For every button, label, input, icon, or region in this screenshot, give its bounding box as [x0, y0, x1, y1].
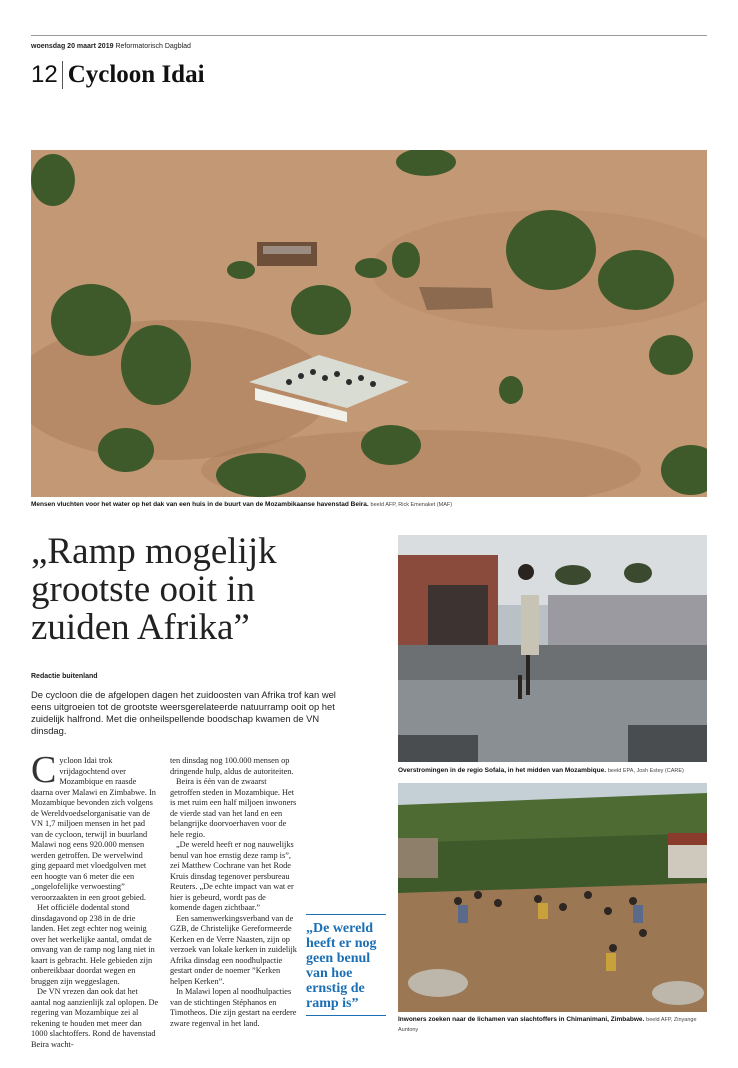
page-heading	[31, 58, 205, 92]
issue-date: woensdag 20 maart 2019	[31, 43, 114, 50]
paragraph: „De wereld heeft er nog nauwelijks benul van hoe ernstig deze ramp is”, zei Matthew Cochrane van het Rode Kruis dinsdag tegenover persbureau Reuters. „De echte impact van wat er hier is gebeurd, wordt pas de komende dagen zichtbaar.”	[170, 840, 294, 912]
header-rule	[31, 35, 707, 36]
paragraph: Het officiële dodental stond dinsdagavond op 238 in de drie landen. Het zegt echter nog weinig over het werkelijke aantal, omdat de omvang van de ramp nog lang niet in kaart is gebracht. Hele gebieden zijn onbereikbaar doordat wegen en bruggen zijn weggeslagen.	[31, 903, 155, 986]
main-photo	[31, 150, 707, 497]
publication-name: Reformatorisch Dagblad	[115, 43, 191, 50]
paragraph: In Malawi lopen al noodhulpacties van de stichtingen Stéphanos en Timotheos. Die zijn gestart na eerdere zware regenval in het land.	[170, 987, 297, 1028]
dropcap: C	[31, 749, 57, 791]
article-headline: „Ramp mogelijk grootste ooit in zuiden Afrika”	[31, 531, 277, 648]
byline: Redactie buitenland	[31, 673, 98, 680]
photo-chimanimani-search	[398, 783, 707, 1012]
main-caption-credit: beeld AFP, Rick Emenaket (MAF)	[370, 502, 453, 508]
article-column-1	[31, 749, 159, 1050]
paragraph: Cycloon Idai trok vrijdagochtend over Mozambique en raasde daarna over Malawi en Zimbabwe. In Mozambique bevonden zich volgens de Wereldvoedselorganisatie van de VN 1,7 miljoen mensen in het pad van de cycloon, terwijl in buurland Malawi nog eens 920.000 mensen werden getroffen. De wervelwind ging gepaard met vloedgolven met een hoogte van 6 meter die een „ongelofelijke verwoesting” veroorzaakten in een groot gebied.	[31, 749, 156, 902]
photo-1-caption-credit: beeld EPA, Josh Estey (CARE)	[607, 768, 684, 774]
paragraph: ten dinsdag nog 100.000 mensen op dringende hulp, aldus de autoriteiten.	[170, 756, 294, 776]
main-caption-text: Mensen vluchten voor het water op het dak van een huis in de buurt van de Mozambikaanse havenstad Beira.	[31, 501, 369, 508]
heading-divider	[62, 61, 63, 89]
photo-sofala-flooding	[398, 535, 707, 762]
article-intro: De cycloon die de afgelopen dagen het zuidoosten van Afrika trof kan wel eens uitgroeien tot de grootste weersgerelateerde natuurramp ooit op het zuidelijk halfrond. Met die onheilspellende boodschap kwamen de VN dinsdag.	[31, 689, 336, 736]
paragraph: De VN vrezen dan ook dat het aantal nog aanzienlijk zal oplopen. De regering van Mozambique zei al rekening te houden met meer dan 1000 slachtoffers. Rond de havenstad Beira wacht-	[31, 987, 159, 1049]
article-column-2	[170, 756, 298, 1029]
paragraph: Beira is één van de zwaarst getroffen steden in Mozambique. Het is met ruim een half miljoen inwoners de vierde stad van het land en een belangrijke doorvoerhaven voor de hele regio.	[170, 777, 297, 839]
photo-1-caption	[398, 766, 707, 776]
photo-2-caption-credit: beeld AFP, Zinyange Auntony	[398, 1017, 697, 1033]
paragraph: Een samenwerkingsverband van de GZB, de Christelijke Gereformeerde Kerken en de Verre Naasten, zijn op verzoek van lokale kerken in zuidelijk Afrika dinsdag een noodhulpactie gestart onder de noemer ”Kerken helpen Kerken”.	[170, 913, 297, 986]
pull-quote: „De wereld heeft er nog geen benul van hoe ernstig de ramp is”	[306, 914, 386, 1016]
section-title: Cycloon Idai	[67, 61, 205, 88]
photo-2-caption	[398, 1015, 707, 1035]
photo-2-caption-text: Inwoners zoeken naar de lichamen van slachtoffers in Chimanimani, Zimbabwe.	[398, 1016, 645, 1023]
page-number: 12	[31, 61, 58, 88]
dateline	[31, 43, 191, 50]
main-photo-caption	[31, 500, 707, 510]
photo-1-caption-text: Overstromingen in de regio Sofala, in het midden van Mozambique.	[398, 767, 607, 774]
